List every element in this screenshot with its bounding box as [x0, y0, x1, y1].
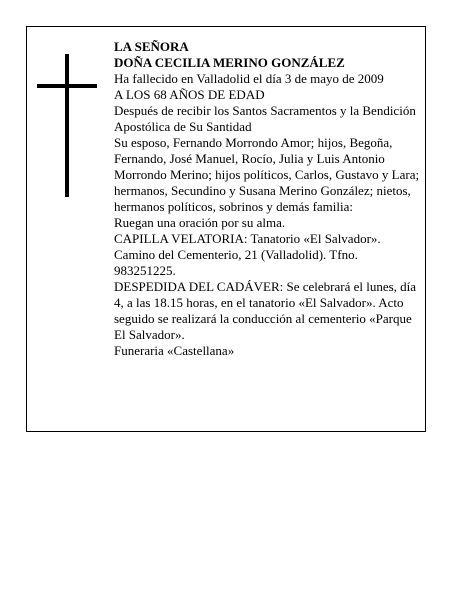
- family-list: Su esposo, Fernando Morrondo Amor; hijos, Begoña, Fernando, José Manuel, Rocío, Julia y Luis Antonio Morrondo Merino; hijos políticos, Carlos, Gustavo y Lara; hermanos, Secundino y Susana Merino González; nietos, hermanos políticos, sobrinos y demás familia:: [114, 135, 420, 214]
- notice-text: [114, 39, 420, 359]
- deceased-name: DOÑA CECILIA MERINO GONZÁLEZ: [114, 55, 345, 70]
- cross-horizontal-bar: [37, 84, 97, 88]
- prayer-line: Ruegan una oración por su alma.: [114, 215, 286, 230]
- notice-title: LA SEÑORA: [114, 39, 189, 54]
- farewell-info: DESPEDIDA DEL CADÁVER: Se celebrará el lunes, día 4, a las 18.15 horas, en el tanatorio «El Salvador». Acto seguido se realizará la conducción al cementerio «Parque El Salvador».: [114, 279, 417, 342]
- cross-vertical-bar: [65, 54, 69, 197]
- death-line: Ha fallecido en Valladolid el día 3 de mayo de 2009: [114, 71, 384, 86]
- sacraments-line: Después de recibir los Santos Sacramentos y la Bendición Apostólica de Su Santidad: [114, 103, 416, 134]
- funeral-home: Funeraria «Castellana»: [114, 343, 235, 358]
- age-line: A LOS 68 AÑOS DE EDAD: [114, 87, 265, 102]
- chapel-info: CAPILLA VELATORIA: Tanatorio «El Salvador». Camino del Cementerio, 21 (Valladolid). Tfno. 983251225.: [114, 231, 381, 278]
- cross-icon: [37, 54, 97, 197]
- obituary-notice: [26, 26, 426, 432]
